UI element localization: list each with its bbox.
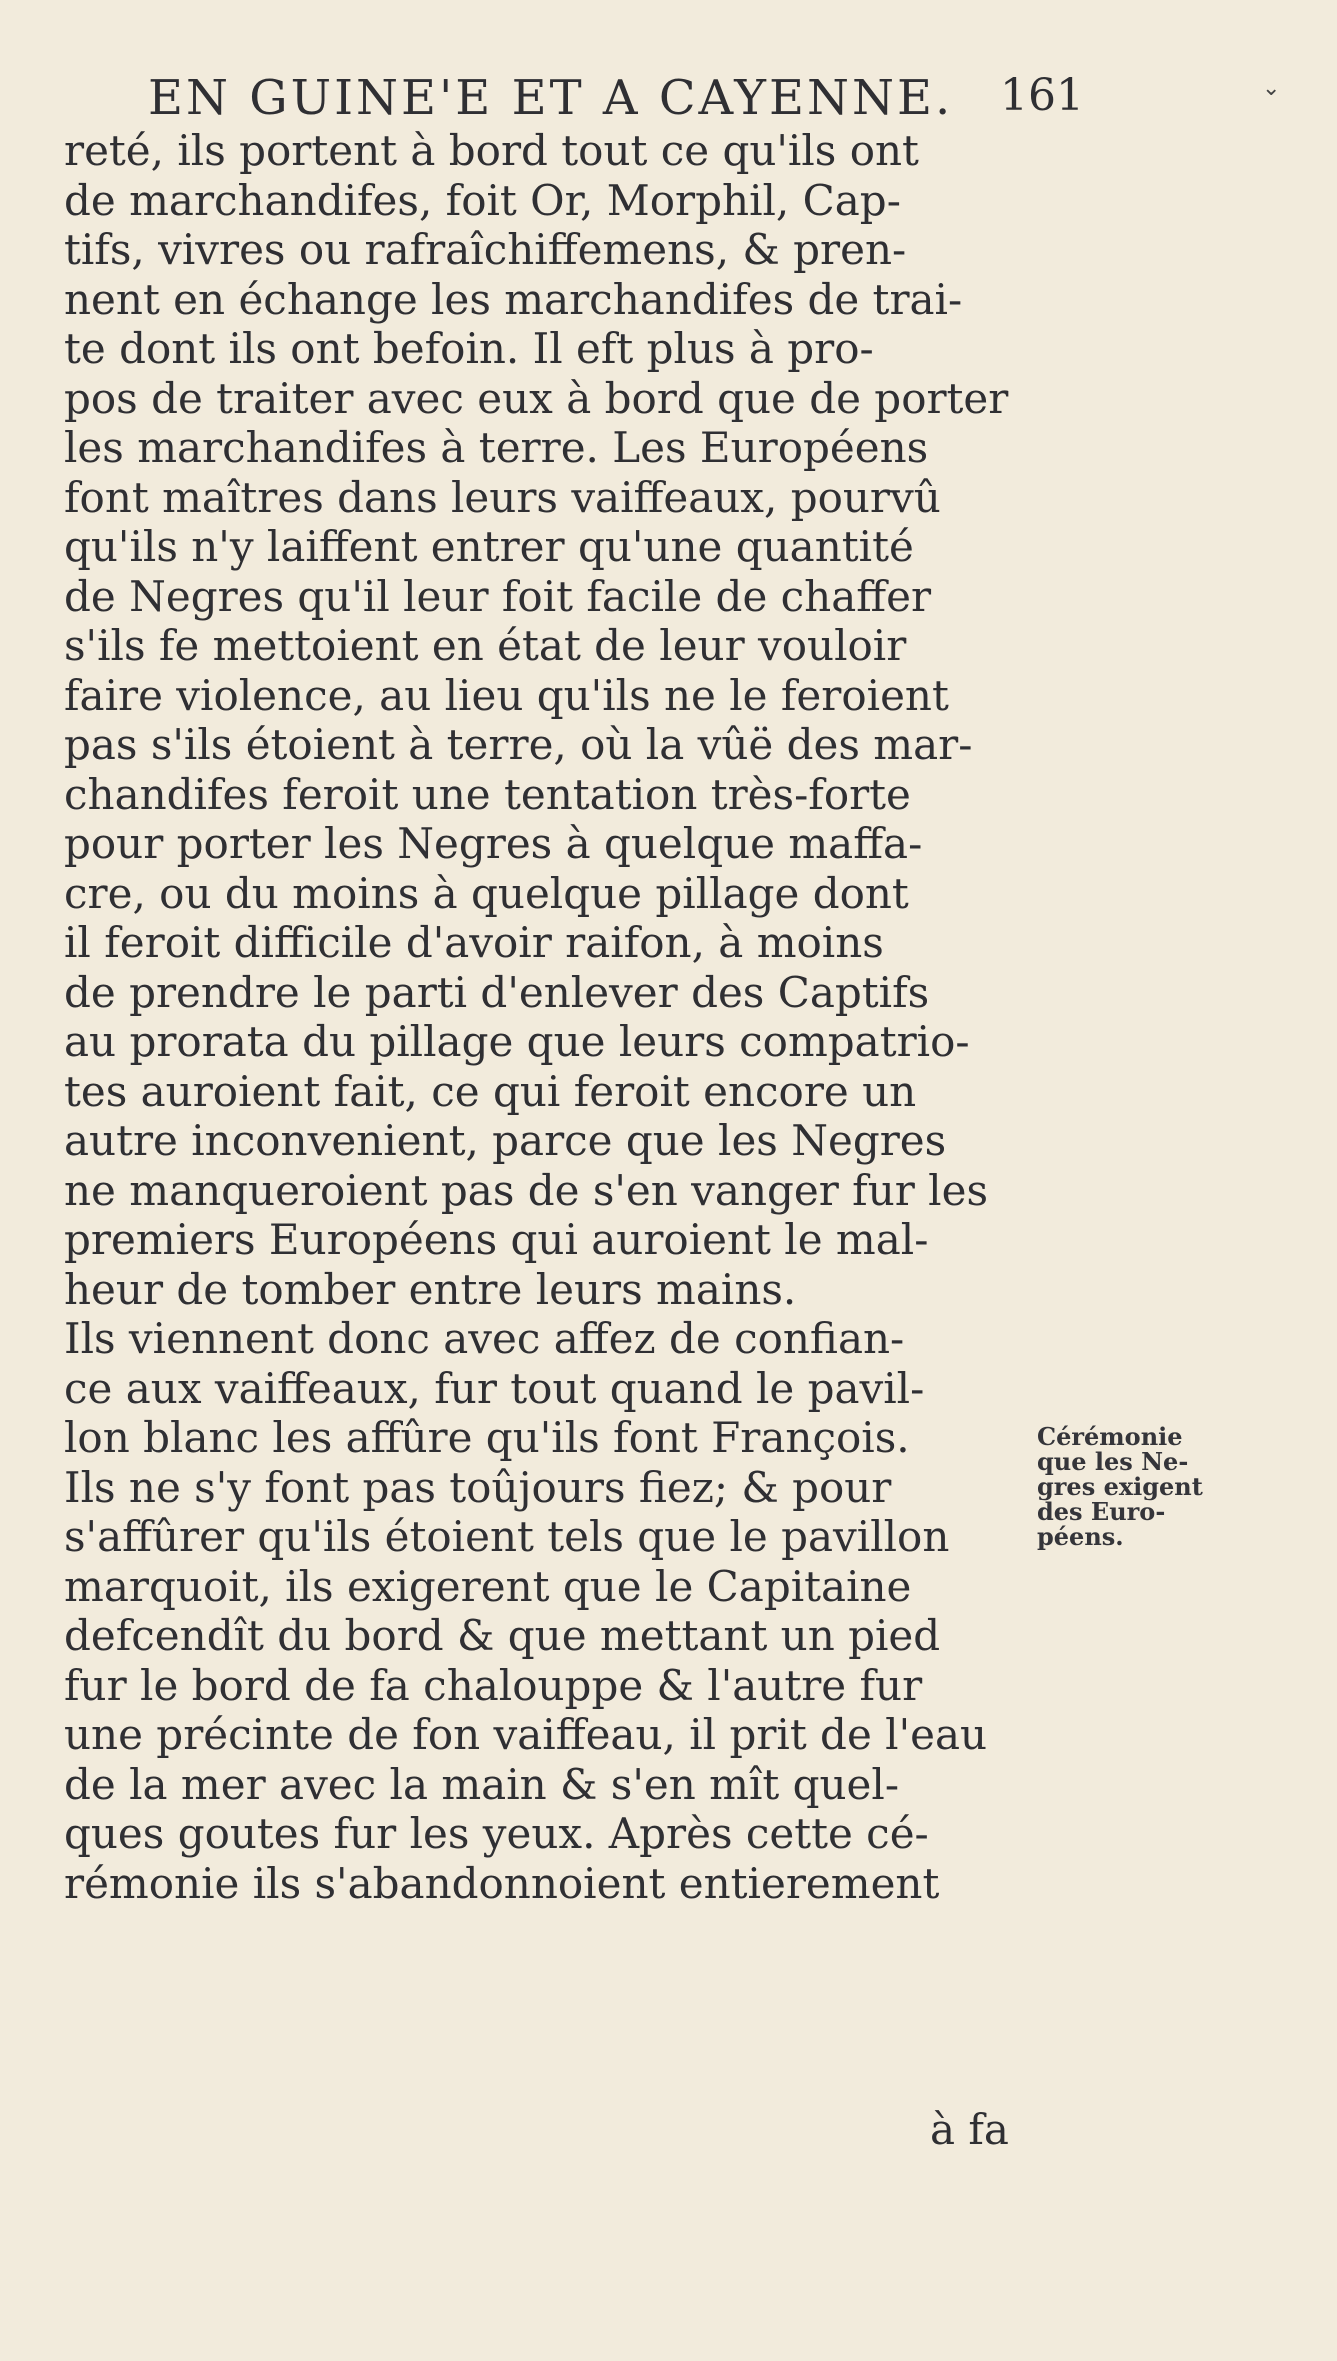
body-text [64, 126, 1064, 1908]
text-line: ques goutes fur les yeux. Après cette cé- [64, 1809, 929, 1858]
text-line: qu'ils n'y laiffent entrer qu'une quantité [64, 522, 914, 571]
margin-note-line: Cérémonie [1037, 1422, 1183, 1451]
text-line: tifs, vivres ou rafraîchiffemens, & pren- [64, 225, 907, 274]
margin-note-line: des Euro- [1037, 1497, 1166, 1526]
text-line: les marchandifes à terre. Les Européens [64, 423, 929, 472]
page-header [148, 62, 1084, 132]
text-line: premiers Européens qui auroient le mal- [64, 1215, 929, 1264]
margin-note-line: péens. [1037, 1522, 1124, 1551]
text-line: pour porter les Negres à quelque maffa- [64, 819, 923, 868]
text-line: lon blanc les affûre qu'ils font François. [64, 1413, 910, 1462]
text-line: s'ils fe mettoient en état de leur vouloir [64, 621, 907, 670]
text-line: te dont ils ont befoin. Il eft plus à pro- [64, 324, 874, 373]
text-line: defcendît du bord & que mettant un pied [64, 1611, 941, 1660]
text-line: s'affûrer qu'ils étoient tels que le pavillon [64, 1512, 950, 1561]
catchword: à fa [930, 2105, 1009, 2154]
text-line: marquoit, ils exigerent que le Capitaine [64, 1561, 912, 1611]
text-line: Ils ne s'y font pas toûjours fiez; & pour [64, 1462, 892, 1512]
corner-mark: ⌄ [1262, 76, 1281, 101]
running-title: EN GUINE'E ET A CAYENNE. [148, 70, 954, 126]
margin-note [1037, 1424, 1287, 1549]
text-line: au prorata du pillage que leurs compatrio- [64, 1017, 970, 1066]
text-line: autre inconvenient, parce que les Negres [64, 1116, 947, 1165]
text-line: de marchandifes, foit Or, Morphil, Cap- [64, 175, 901, 225]
text-line: fur le bord de fa chalouppe & l'autre fur [64, 1660, 923, 1710]
text-line: Ils viennent donc avec affez de confian- [64, 1314, 905, 1363]
text-line: ce aux vaiffeaux, fur tout quand le pavil- [64, 1363, 925, 1413]
text-line: de la mer avec la main & s'en mît quel- [64, 1759, 900, 1809]
text-line: nent en échange les marchandifes de trai- [64, 274, 963, 324]
text-line: de Negres qu'il leur foit facile de chaffer [64, 571, 932, 621]
margin-note-line: que les Ne- [1037, 1447, 1189, 1476]
text-line: une précinte de fon vaiffeau, il prit de l'eau [64, 1710, 988, 1759]
text-line: cre, ou du moins à quelque pillage dont [64, 868, 909, 918]
text-line: heur de tomber entre leurs mains. [64, 1264, 797, 1314]
text-line: tes auroient fait, ce qui feroit encore un [64, 1066, 917, 1116]
text-line: faire violence, au lieu qu'ils ne le feroient [64, 670, 949, 720]
text-line: pos de traiter avec eux à bord que de porter [64, 373, 1009, 423]
text-line: chandifes feroit une tentation très-forte [64, 769, 911, 819]
text-line: il feroit difficile d'avoir raifon, à moins [64, 918, 884, 967]
text-line: de prendre le parti d'enlever des Captifs [64, 967, 930, 1017]
margin-note-line: gres exigent [1037, 1472, 1203, 1501]
text-line: reté, ils portent à bord tout ce qu'ils ont [64, 126, 919, 175]
text-line: pas s'ils étoient à terre, où la vûë des mar- [64, 720, 973, 769]
text-line: rémonie ils s'abandonnoient entierement [64, 1858, 940, 1908]
page-number: 161 [1000, 70, 1084, 121]
text-line: font maîtres dans leurs vaiffeaux, pourvû [64, 472, 941, 522]
text-line: ne manqueroient pas de s'en vanger fur les [64, 1165, 989, 1215]
